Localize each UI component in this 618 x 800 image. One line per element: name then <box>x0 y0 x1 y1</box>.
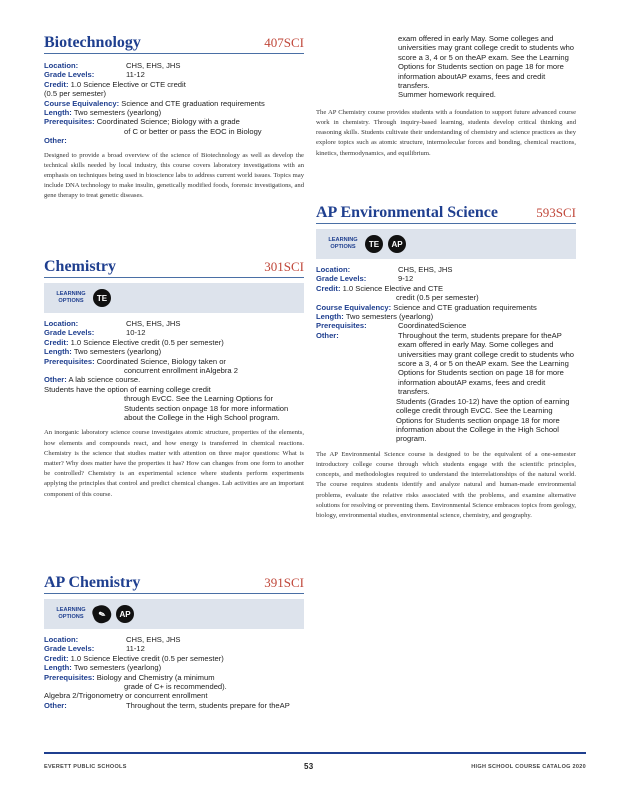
grade-label: Grade Levels: <box>316 274 367 284</box>
credit-value: 1.0 Science Elective or CTE credit <box>70 79 186 89</box>
credit-value: 1.0 Science Elective credit (0.5 per semester) <box>70 337 224 347</box>
credit-value-cont: (0.5 per semester) <box>44 89 107 99</box>
course-description: The AP Environmental Science course is designed to be the equivalent of a one-semester introductory college course through which students engage with the scientific principles, concepts, and methodologies required to understand the interrelationships of the natural world. The course requires students identify and analyze natural and human-made environmental problems, evaluate the relative risks associated with the problems, and examine alternative solutions for resolving or preventing them. Environmental Science embraces topics from geology, biology, environmental studies, environmental science, chemistry, and geography. <box>316 450 576 519</box>
credit-value: 1.0 Science Elective credit (0.5 per semester) <box>70 653 224 663</box>
learning-options-label: LEARNING OPTIONS <box>56 607 86 620</box>
other-label: Other: <box>44 136 67 146</box>
learning-options-bar <box>316 229 576 259</box>
location-value: CHS, EHS, JHS <box>126 61 181 70</box>
prereq-value: Coordinated Science; Biology with a grade <box>96 117 240 127</box>
prereq-value-cont: concurrent enrollment inAlgebra 2 <box>124 366 238 376</box>
course-code: 301SCI <box>264 259 304 274</box>
location-label: Location: <box>316 265 351 274</box>
course-code: 407SCI <box>264 35 304 50</box>
prereq-value: Coordinated Science, Biology taken or <box>96 356 226 366</box>
page-footer <box>44 762 586 774</box>
course-header <box>44 34 304 54</box>
grade-label: Grade Levels: <box>44 70 95 80</box>
location-label: Location: <box>44 319 79 328</box>
equivalency-value: Science and CTE graduation requirements <box>393 302 537 312</box>
prereq-value-cont2: Algebra 2/Trigonometry or concurrent enrollment <box>44 691 208 701</box>
credit-value-cont: credit (0.5 per semester) <box>396 293 479 303</box>
ap-badge-icon: AP <box>116 605 134 623</box>
other-value-cont: Students have the option of earning college credit <box>44 384 211 394</box>
length-label: Length: <box>44 108 72 118</box>
location-value: CHS, EHS, JHS <box>126 635 181 644</box>
course-biotechnology <box>44 34 304 202</box>
page-number: 53 <box>304 762 314 771</box>
prereq-value: Biology and Chemistry (a minimum <box>96 672 215 682</box>
length-value: Two semesters (yearlong) <box>73 108 162 118</box>
course-ap-chemistry-continued <box>316 34 576 159</box>
course-info <box>44 61 304 146</box>
prereq-label: Prerequisites: <box>44 117 95 127</box>
course-title: Biotechnology <box>44 34 141 51</box>
course-ap-environmental-science <box>316 204 576 521</box>
grade-value: 9-12 <box>398 274 414 284</box>
footer-district: EVERETT PUBLIC SCHOOLS <box>44 764 127 770</box>
course-description: Designed to provide a broad overview of the science of Biotechnology as well as develop the technical skills needed by local industry, this course covers laboratory investigations with an emphasis on techniques being used in bioscience labs to address current world issues. Topics may include DNA technology to make insulin, genetically modified foods, forensic investigations, and gene therapy to treat genetic diseases. <box>44 151 304 200</box>
location-label: Location: <box>44 635 79 644</box>
grade-value: 10-12 <box>126 328 146 338</box>
credit-label: Credit: <box>44 79 69 89</box>
credit-label: Credit: <box>44 653 69 663</box>
course-header <box>44 574 304 594</box>
course-description: The AP Chemistry course provides students with a foundation to support future advanced course work in chemistry. Through inquiry-based learning, students develop critical thinking and reasoning skills. Students cultivate their understanding of chemistry and science practices as they explore topics such as atomic structure, intermolecular forces and bonding, chemical reactions, kinetics, thermodynamics, and equilibrium. <box>316 108 576 157</box>
course-header <box>316 204 576 224</box>
course-info <box>316 265 576 444</box>
prereq-label: Prerequisites: <box>316 321 367 331</box>
learning-options-label: LEARNING OPTIONS <box>328 237 358 250</box>
tech-ed-badge-icon: TE <box>93 289 111 307</box>
learning-options-bar <box>44 599 304 629</box>
length-label: Length: <box>44 347 72 357</box>
course-title: AP Chemistry <box>44 574 141 591</box>
prereq-label: Prerequisites: <box>44 356 95 366</box>
location-value: CHS, EHS, JHS <box>398 265 453 274</box>
grade-label: Grade Levels: <box>44 644 95 654</box>
prereq-value: CoordinatedScience <box>398 321 467 331</box>
length-value: Two semesters (yearlong) <box>73 347 162 357</box>
course-info <box>44 635 304 710</box>
footer-divider <box>44 752 586 754</box>
length-value: Two semesters (yearlong) <box>345 312 434 322</box>
course-title: Chemistry <box>44 258 116 275</box>
prereq-label: Prerequisites: <box>44 672 95 682</box>
tech-ed-badge-icon: TE <box>365 235 383 253</box>
prereq-value-cont: of C or better or pass the EOC in Biology <box>124 126 262 136</box>
learning-options-bar <box>44 283 304 313</box>
location-label: Location: <box>44 61 79 70</box>
equivalency-label: Course Equivalency: <box>44 98 120 108</box>
other-label: Other: <box>316 330 339 340</box>
length-label: Length: <box>316 312 344 322</box>
other-label: Other: <box>44 375 67 385</box>
learning-options-label: LEARNING OPTIONS <box>56 291 86 304</box>
grade-label: Grade Levels: <box>44 328 95 338</box>
other-value-continued: exam offered in early May. Some colleges and universities may grant college credit to students who score a 3, 4 or 5 on theAP exam. See the Learning Options for Students section on page 18 for more information aboutAP exams, fees and credit transfers. <box>398 34 575 91</box>
length-value: Two semesters (yearlong) <box>73 663 162 673</box>
equivalency-label: Course Equivalency: <box>316 302 392 312</box>
course-info <box>44 319 304 422</box>
other-value-cont2: through EvCC. See the Learning Options for Students section onpage 18 for more information about the College in the High School program. <box>124 394 289 423</box>
other-label: Other: <box>44 700 67 710</box>
course-code: 391SCI <box>264 575 304 590</box>
course-ap-chemistry <box>44 574 304 710</box>
course-title: AP Environmental Science <box>316 204 498 221</box>
prereq-value-cont: grade of C+ is recommended). <box>124 682 227 692</box>
pen-badge-icon: ✎ <box>90 602 113 625</box>
other-value: A lab science course. <box>68 375 141 385</box>
course-code: 593SCI <box>536 205 576 220</box>
length-label: Length: <box>44 663 72 673</box>
other-value-cont: Students (Grades 10-12) have the option of earning college credit through EvCC. See the Learning Options for Students section onpage 18 for more information about the College in the High School program. <box>396 396 570 444</box>
course-header <box>44 258 304 278</box>
other-value: Throughout the term, students prepare for theAP exam offered in early May. Some colleges and universities may grant college credit to students who score a 3, 4 or 5 on theAP exam. See the Learning Options for Students section on page 18 for more information aboutAP exams, fees and credit transfers. <box>398 330 575 397</box>
grade-value: 11-12 <box>126 70 145 80</box>
grade-value: 11-12 <box>126 644 145 654</box>
ap-badge-icon: AP <box>388 235 406 253</box>
credit-label: Credit: <box>44 337 69 347</box>
credit-value: 1.0 Science Elective and CTE <box>342 283 444 293</box>
location-value: CHS, EHS, JHS <box>126 319 181 328</box>
summer-homework-note: Summer homework required. <box>398 90 496 100</box>
credit-label: Credit: <box>316 283 341 293</box>
footer-catalog: HIGH SCHOOL COURSE CATALOG 2020 <box>471 764 586 770</box>
equivalency-value: Science and CTE graduation requirements <box>121 98 265 108</box>
other-value: Throughout the term, students prepare for theAP <box>126 700 290 710</box>
course-description: An inorganic laboratory science course investigates atomic structure, properties of the elements, how elements and compounds react, and how energy is transferred in chemical reactions. Chemistry is the science that studies matter with attention on three major questions: What is matter? Why does matter have the properties it has? How can changes from one form to another be controlled? Chemistry is an experimental science where students perform experiments applying the principles that control and predict chemical changes. Lab activities are an important component of this course. <box>44 429 304 498</box>
course-chemistry <box>44 258 304 500</box>
